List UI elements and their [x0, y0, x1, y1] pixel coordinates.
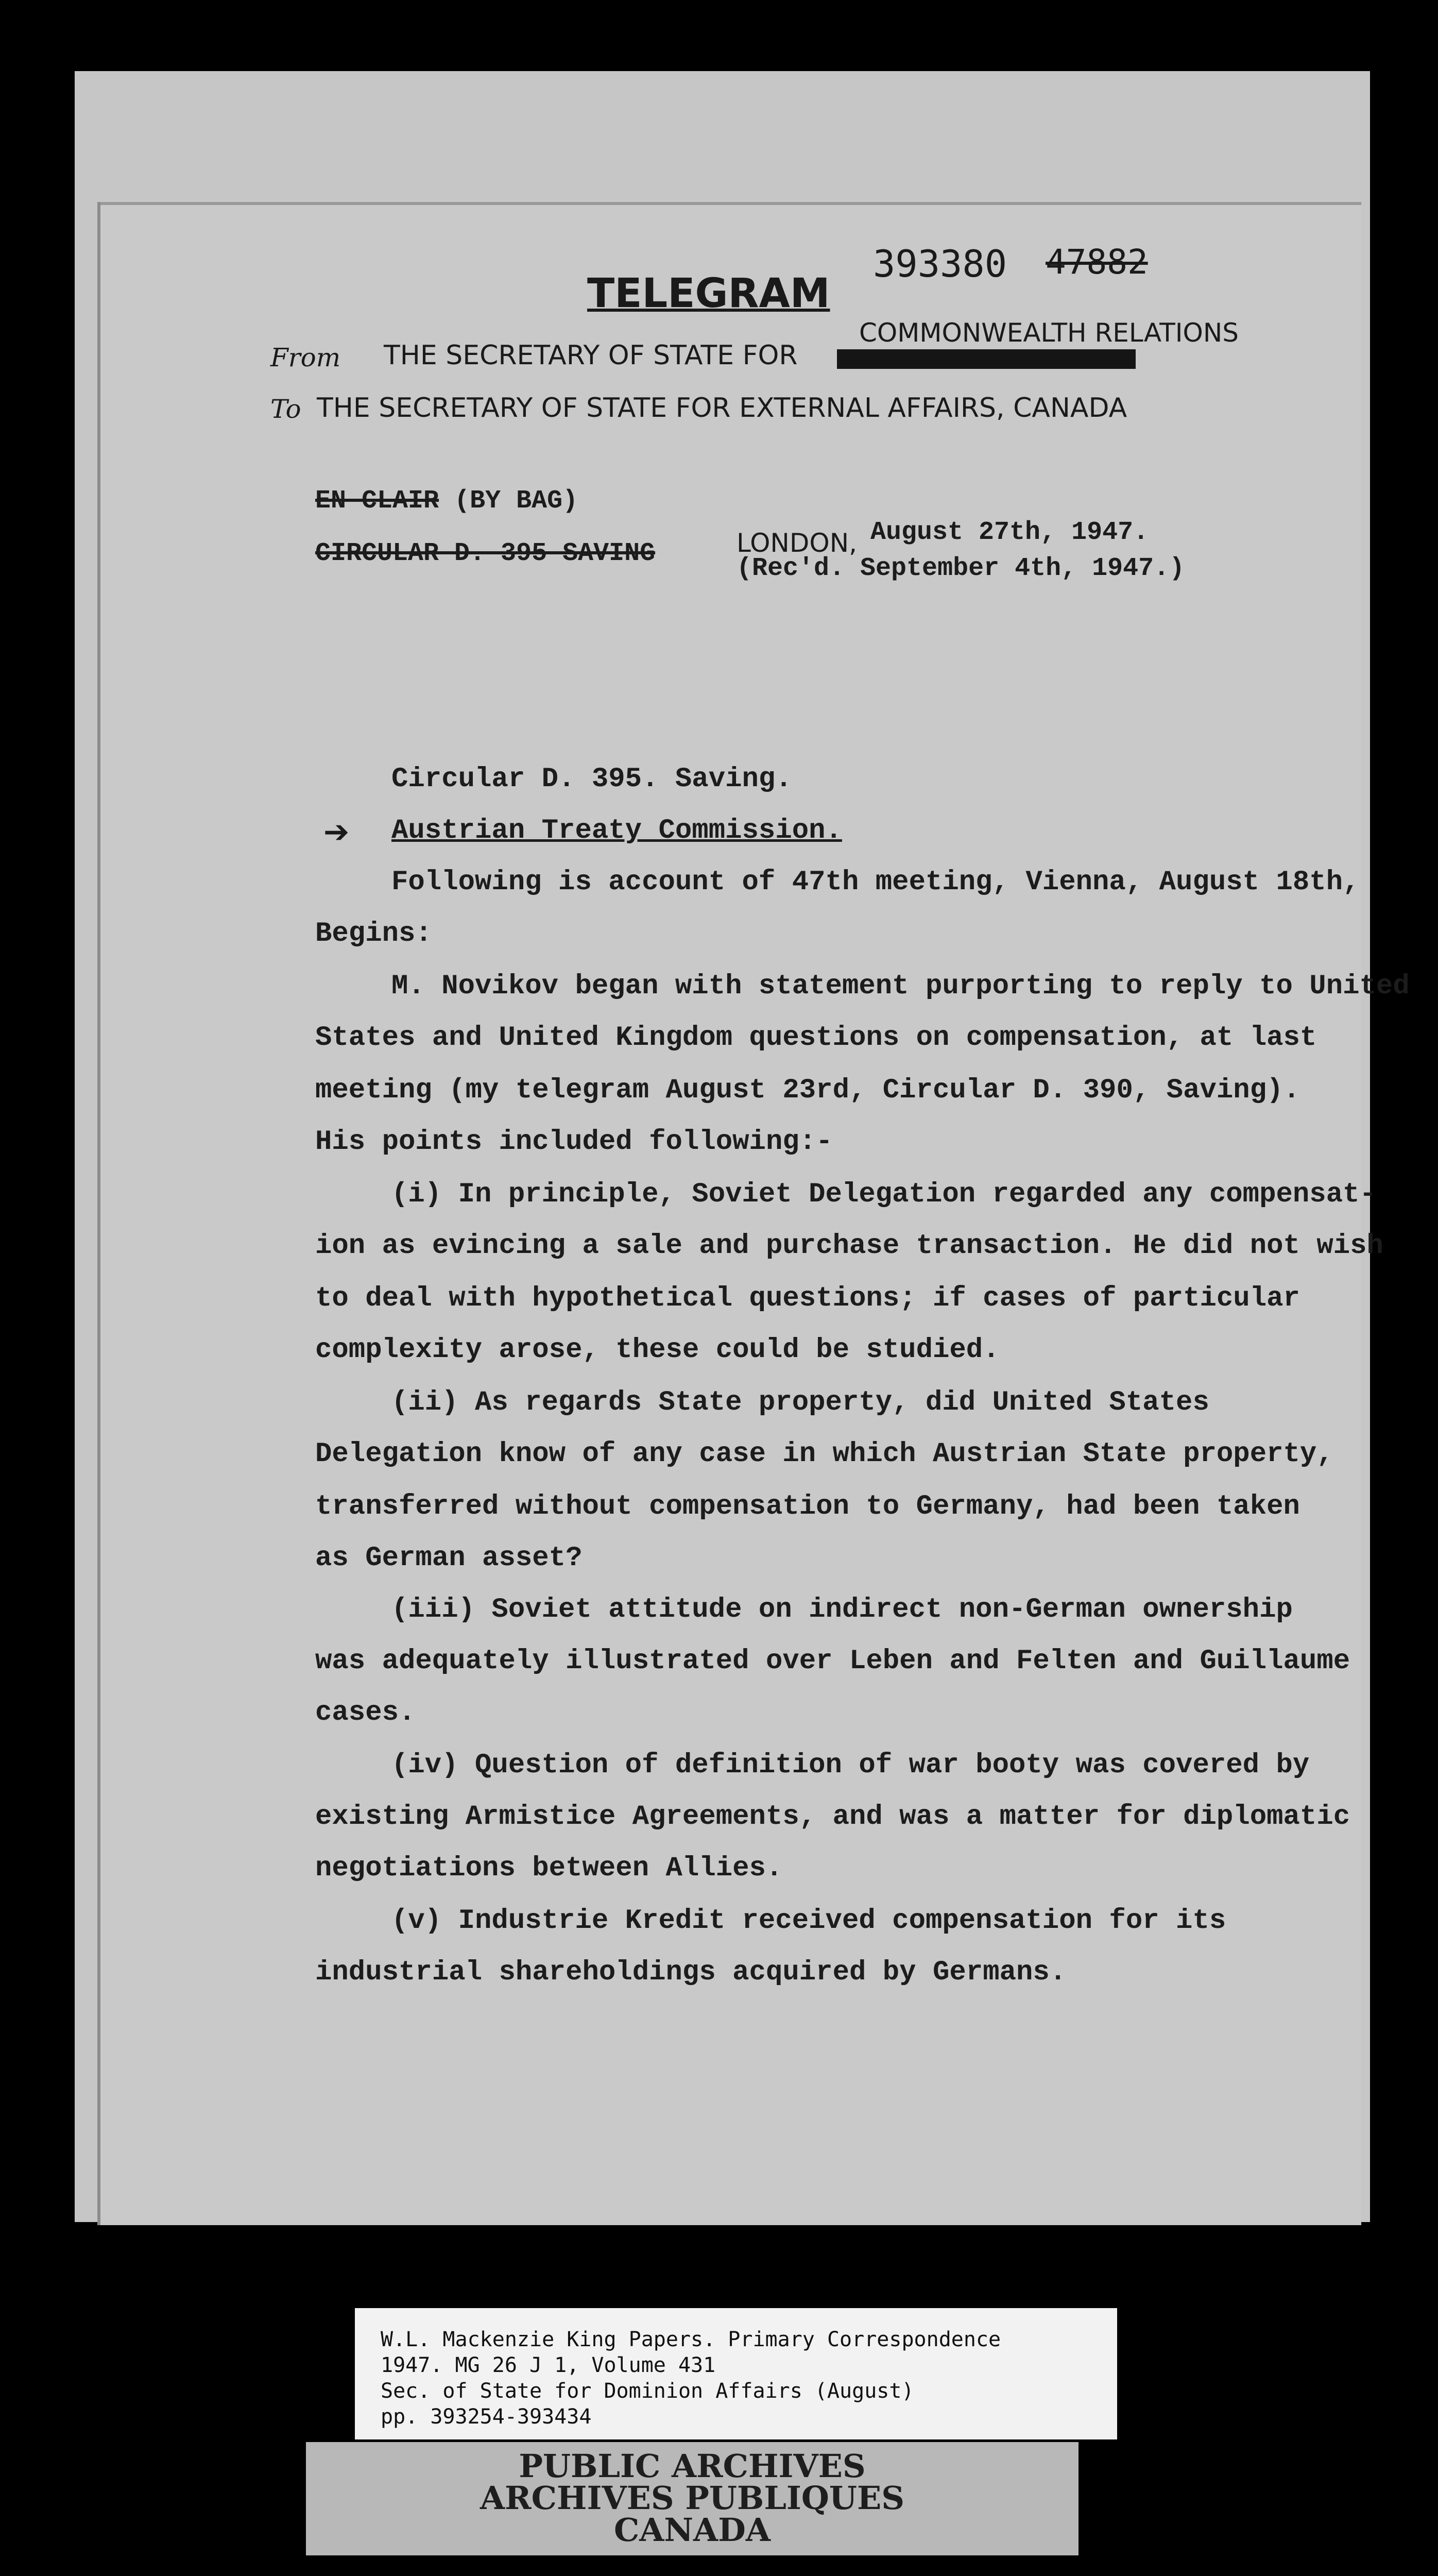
- body-line: complexity arose, these could be studied.: [315, 1334, 1000, 1366]
- body-line: to deal with hypothetical questions; if cases of particular: [315, 1283, 1300, 1314]
- stamp-line: ARCHIVES PUBLIQUES: [480, 2479, 905, 2517]
- body-line: (iii) Soviet attitude on indirect non-German ownership: [391, 1594, 1293, 1625]
- body-line: Delegation know of any case in which Austrian State property,: [315, 1438, 1333, 1470]
- body-line: meeting (my telegram August 23rd, Circular D. 390, Saving).: [315, 1075, 1300, 1106]
- body-line: as German asset?: [315, 1543, 583, 1574]
- date-sent: August 27th, 1947.: [870, 518, 1149, 547]
- body-line: (ii) As regards State property, did United States: [391, 1387, 1209, 1418]
- archive-label-line: 1947. MG 26 J 1, Volume 431: [381, 2353, 716, 2377]
- body-line: Circular D. 395. Saving.: [391, 764, 792, 795]
- stamp-line: PUBLIC ARCHIVES: [519, 2447, 866, 2485]
- body-line-subject: Austrian Treaty Commission.: [391, 815, 842, 846]
- redaction-bar: [837, 349, 1136, 369]
- stamp-line: CANADA: [613, 2511, 771, 2549]
- to-text: THE SECRETARY OF STATE FOR EXTERNAL AFFAIRS, CANADA: [317, 393, 1127, 423]
- body-line: (iv) Question of definition of war booty was covered by: [391, 1750, 1310, 1781]
- body-line: His points included following:-: [315, 1126, 833, 1158]
- classification-struck: [315, 486, 578, 516]
- archive-label-line: Sec. of State for Dominion Affairs (August): [381, 2379, 914, 2403]
- body-line: States and United Kingdom questions on compensation, at last: [315, 1022, 1317, 1054]
- body-line: M. Novikov began with statement purporting to reply to United: [391, 971, 1410, 1002]
- body-line: (i) In principle, Soviet Delegation regarded any compensat-: [391, 1179, 1376, 1210]
- body-line: negotiations between Allies.: [315, 1853, 783, 1884]
- body-line: cases.: [315, 1697, 416, 1728]
- serial-old-struck: 47882: [1046, 242, 1148, 282]
- to-label: To: [270, 394, 301, 424]
- classification-rest: (BY BAG): [454, 486, 578, 516]
- classification-struck-part: EN CLAIR: [315, 486, 439, 516]
- from-label: From: [270, 343, 341, 372]
- body-line: existing Armistice Agreements, and was a matter for diplomatic: [315, 1801, 1350, 1833]
- archive-reference-label: [355, 2308, 1117, 2439]
- date-received: (Rec'd. September 4th, 1947.): [737, 554, 1185, 583]
- body-line: transferred without compensation to Germany, had been taken: [315, 1491, 1300, 1522]
- body-line: Following is account of 47th meeting, Vienna, August 18th,: [391, 867, 1360, 898]
- body-line: industrial shareholdings acquired by Germans.: [315, 1957, 1067, 1988]
- from-text: THE SECRETARY OF STATE FOR: [384, 340, 798, 371]
- public-archives-stamp: [306, 2442, 1078, 2555]
- place-label: LONDON,: [737, 528, 857, 558]
- archive-label-line: pp. 393254-393434: [381, 2405, 592, 2429]
- body-line: (v) Industrie Kredit received compensation for its: [391, 1905, 1226, 1937]
- arrow-mark: ➔: [323, 814, 350, 850]
- body-line: ion as evincing a sale and purchase transaction. He did not wish: [315, 1230, 1383, 1262]
- circular-ref-struck: CIRCULAR D. 395 SAVING: [315, 539, 656, 568]
- body-line: was adequately illustrated over Leben and Felten and Guillaume: [315, 1646, 1350, 1677]
- from-overwrite: COMMONWEALTH RELATIONS: [859, 318, 1239, 348]
- telegram-title: TELEGRAM: [587, 270, 830, 317]
- serial-number: 393380: [873, 242, 1007, 285]
- body-line: Begins:: [315, 918, 432, 950]
- archive-label-line: W.L. Mackenzie King Papers. Primary Correspondence: [381, 2328, 1001, 2351]
